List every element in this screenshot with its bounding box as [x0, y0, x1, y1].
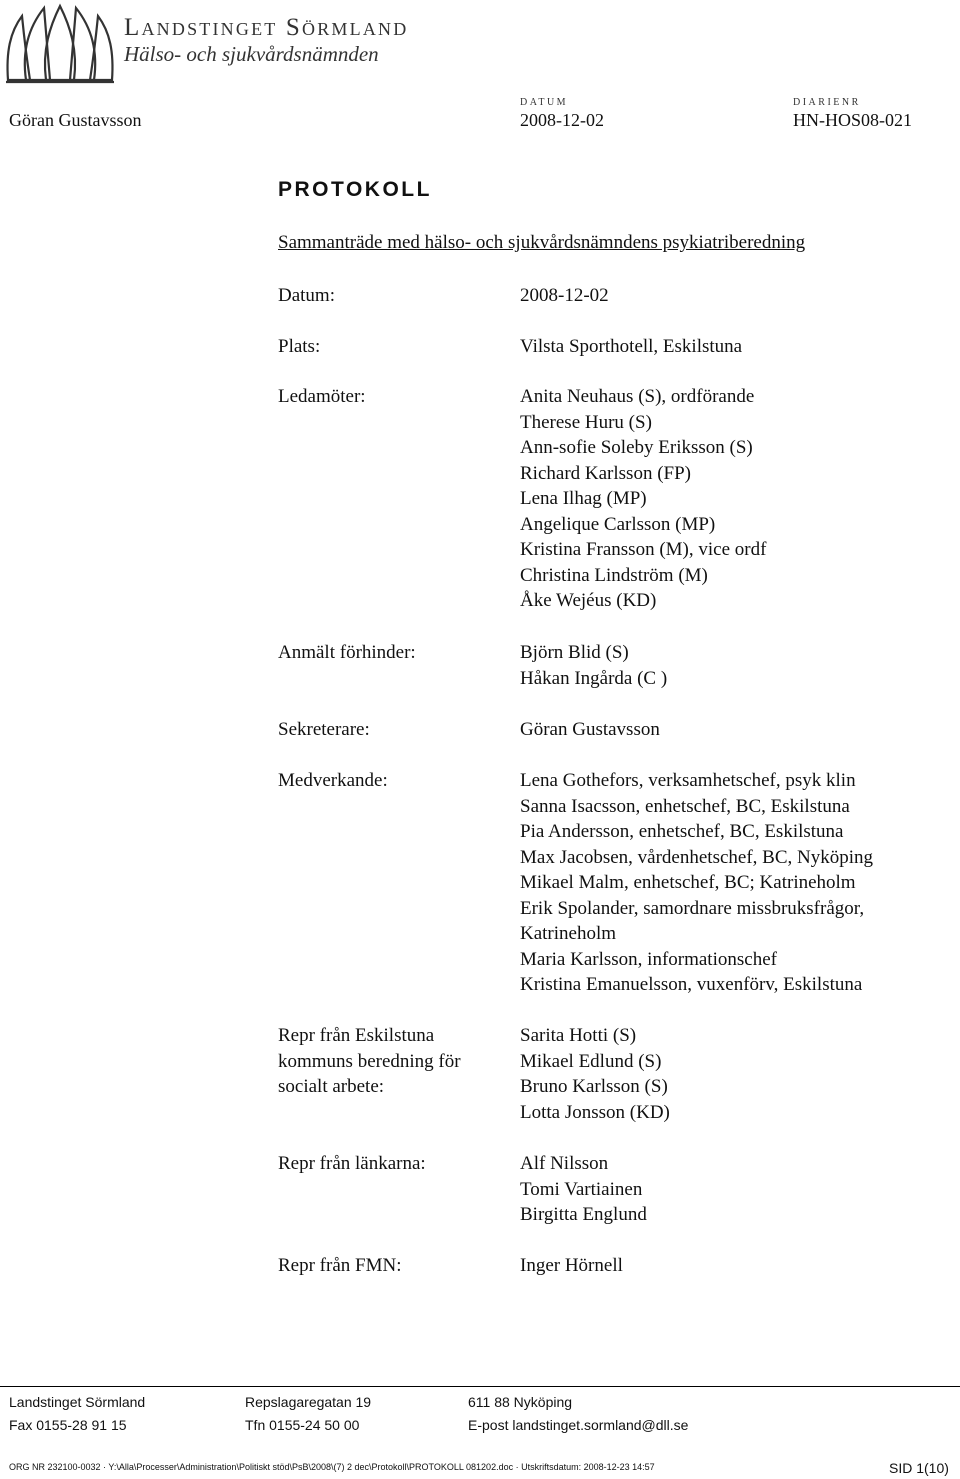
field-value-line: Birgitta Englund [520, 1204, 647, 1225]
field-label-line: Anmält förhinder: [278, 642, 416, 663]
footer-phone: Tfn 0155-24 50 00 [245, 1417, 360, 1433]
field-value-line: Kristina Emanuelsson, vuxenförv, Eskilstuna [520, 974, 863, 995]
field-values [520, 334, 742, 360]
field-values [520, 717, 660, 743]
field-label [278, 768, 388, 794]
field-label-line: Datum: [278, 285, 335, 306]
field-value-line: Sarita Hotti (S) [520, 1025, 637, 1046]
field-value-line: Mikael Malm, enhetschef, BC; Katrineholm [520, 872, 856, 893]
field-value-line: Vilsta Sporthotell, Eskilstuna [520, 336, 743, 357]
footer-postal: 611 88 Nyköping [468, 1394, 573, 1410]
field-label-line: Plats: [278, 336, 321, 357]
field-value-line: Pia Andersson, enhetschef, BC, Eskilstuna [520, 821, 844, 842]
field-value-line: Lena Gothefors, verksamhetschef, psyk klin [520, 770, 856, 791]
field-value-line: Bruno Karlsson (S) [520, 1076, 668, 1097]
field-value-line: Håkan Ingårda (C ) [520, 667, 668, 689]
field-value-line: Angelique Carlsson (MP) [520, 513, 716, 535]
field-values [520, 1023, 670, 1125]
field-values [520, 768, 873, 998]
field-value-line: Richard Karlsson (FP) [520, 462, 691, 484]
field-value-line: Christina Lindström (M) [520, 564, 708, 586]
field-value-line: Björn Blid (S) [520, 642, 629, 663]
field-values [520, 384, 766, 614]
footer-org: Landstinget Sörmland [9, 1394, 146, 1410]
field-label-line: kommuns beredning för [278, 1050, 461, 1072]
landstinget-logo-icon [4, 2, 116, 86]
field-value-line: Therese Huru (S) [520, 411, 652, 433]
field-values [520, 1253, 623, 1279]
org-name: Landstinget Sörmland [124, 14, 409, 41]
field-values [520, 640, 667, 691]
document-subtitle: Sammanträde med hälso- och sjukvårdsnämndens psykiatriberedning [278, 232, 806, 253]
field-value-line: Tomi Vartiainen [520, 1178, 643, 1200]
field-value-line: Erik Spolander, samordnare missbruksfrågor, [520, 897, 865, 919]
field-value-line: Max Jacobsen, vårdenhetschef, BC, Nyköping [520, 846, 874, 868]
field-label [278, 1023, 461, 1100]
field-value-line: Lotta Jonsson (KD) [520, 1101, 670, 1123]
field-value-line: Sanna Isacsson, enhetschef, BC, Eskilstuna [520, 795, 850, 817]
date-value: 2008-12-02 [520, 110, 604, 130]
author-name: Göran Gustavsson [9, 110, 142, 130]
field-label-line: Medverkande: [278, 770, 388, 791]
field-value-line: Göran Gustavsson [520, 719, 660, 740]
footer-divider [0, 1386, 960, 1387]
page-number: SID 1(10) [889, 1460, 949, 1476]
field-values [520, 1151, 647, 1228]
field-label [278, 384, 366, 410]
field-label [278, 1253, 401, 1279]
diarienr-label: DIARIENR [793, 97, 861, 108]
field-label [278, 640, 416, 666]
field-label-line: Repr från Eskilstuna [278, 1025, 435, 1046]
field-label-line: Sekreterare: [278, 719, 370, 740]
field-value-line: 2008-12-02 [520, 285, 609, 306]
field-value-line: Maria Karlsson, informationschef [520, 948, 777, 970]
field-label [278, 334, 320, 360]
field-label-line: Ledamöter: [278, 386, 366, 407]
field-value-line: Ann-sofie Soleby Eriksson (S) [520, 437, 753, 458]
field-value-line: Kristina Fransson (M), vice ordf [520, 539, 767, 560]
field-label [278, 283, 335, 309]
footer-email: E-post landstinget.sormland@dll.se [468, 1417, 689, 1433]
field-value-line: Åke Wejéus (KD) [520, 590, 657, 611]
field-label [278, 717, 370, 743]
diarienr-value: HN-HOS08-021 [793, 110, 912, 130]
field-value-line: Inger Hörnell [520, 1255, 623, 1276]
field-label-line: Repr från FMN: [278, 1255, 402, 1276]
document-title: PROTOKOLL [278, 178, 432, 201]
field-label [278, 1151, 426, 1177]
footer-fax: Fax 0155-28 91 15 [9, 1417, 127, 1433]
field-value-line: Anita Neuhaus (S), ordförande [520, 386, 755, 407]
footer-orgnr: ORG NR 232100-0032 · Y:\Alla\Processer\Administration\Politiskt stöd\PsB\2008\(7) 2 dec\Protokoll\PROTOKOLL 081202.doc · Utskriftsdatum: 2008-12-23 14:57 [9, 1462, 655, 1472]
footer-address: Repslagaregatan 19 [245, 1394, 372, 1410]
field-label-line: Repr från länkarna: [278, 1153, 426, 1174]
field-value-line: Alf Nilsson [520, 1153, 609, 1174]
field-value-line: Mikael Edlund (S) [520, 1050, 662, 1072]
field-values [520, 283, 609, 309]
org-subtitle: Hälso- och sjukvårdsnämnden [124, 42, 379, 66]
field-value-line: Katrineholm [520, 923, 617, 944]
field-value-line: Lena Ilhag (MP) [520, 488, 647, 509]
date-label: DATUM [520, 97, 569, 108]
field-label-line: socialt arbete: [278, 1076, 385, 1097]
